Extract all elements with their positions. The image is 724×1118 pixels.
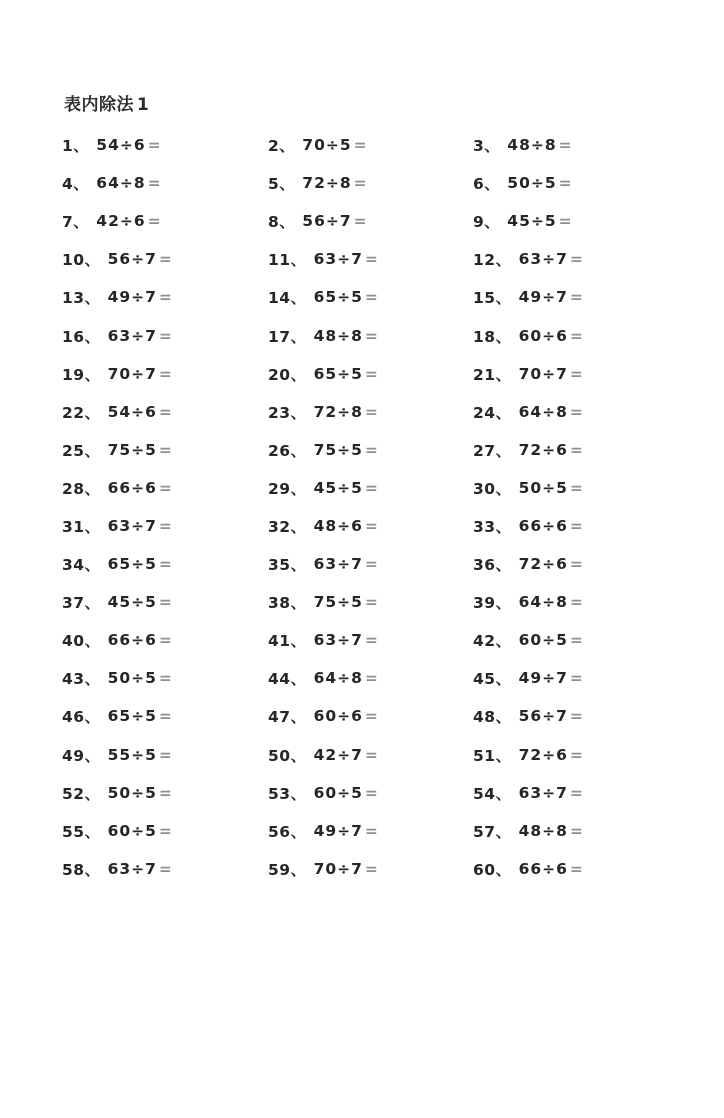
problem-expression: 48÷6 [313, 516, 363, 535]
problem-item [268, 858, 473, 880]
problem-expression: 63÷7 [107, 326, 157, 345]
problem-expression: 42÷7 [313, 745, 363, 764]
equals-sign: = [569, 707, 583, 726]
equals-sign: = [569, 783, 583, 802]
equals-sign: = [364, 821, 378, 840]
problem-expression: 70÷7 [107, 364, 157, 383]
problem-number: 28、 [62, 479, 101, 498]
problem-item [62, 172, 268, 194]
equals-sign: = [558, 212, 572, 231]
equals-sign: = [364, 783, 378, 802]
problem-expression: 49÷7 [518, 288, 568, 307]
problem-number: 31、 [62, 517, 101, 536]
equals-sign: = [569, 326, 583, 345]
problem-item [268, 629, 473, 651]
equals-sign: = [569, 631, 583, 650]
equals-sign: = [364, 859, 378, 878]
equals-sign: = [158, 821, 172, 840]
equals-sign: = [364, 707, 378, 726]
equals-sign: = [158, 402, 172, 421]
equals-sign: = [364, 326, 378, 345]
problem-expression: 65÷5 [313, 288, 363, 307]
problem-number: 25、 [62, 441, 101, 460]
problem-number: 37、 [62, 594, 101, 613]
equals-sign: = [569, 364, 583, 383]
problem-expression: 65÷5 [107, 555, 157, 574]
problem-number: 5、 [268, 175, 296, 194]
problem-expression: 56÷7 [107, 250, 157, 269]
problem-number: 39、 [473, 594, 512, 613]
equals-sign: = [158, 631, 172, 650]
problem-expression: 60÷6 [313, 707, 363, 726]
problem-expression: 48÷8 [518, 821, 568, 840]
problem-number: 29、 [268, 479, 307, 498]
problem-item [62, 667, 268, 689]
problem-item [473, 629, 724, 651]
problem-item [62, 134, 268, 156]
problem-item [473, 667, 724, 689]
problem-number: 12、 [473, 251, 512, 270]
problem-item [473, 820, 724, 842]
problem-expression: 63÷7 [107, 516, 157, 535]
equals-sign: = [569, 821, 583, 840]
problem-number: 44、 [268, 670, 307, 689]
problem-item [268, 286, 473, 308]
problem-expression: 64÷8 [313, 669, 363, 688]
problem-number: 4、 [62, 175, 90, 194]
problem-number: 14、 [268, 289, 307, 308]
problem-item [62, 286, 268, 308]
problem-number: 7、 [62, 213, 90, 232]
problem-item [473, 325, 724, 347]
equals-sign: = [353, 136, 367, 155]
problem-expression: 63÷7 [518, 250, 568, 269]
problem-number: 53、 [268, 784, 307, 803]
problem-expression: 72÷6 [518, 745, 568, 764]
equals-sign: = [158, 516, 172, 535]
equals-sign: = [569, 478, 583, 497]
problem-expression: 56÷7 [302, 212, 352, 231]
problem-expression: 54÷6 [107, 402, 157, 421]
problem-item [473, 553, 724, 575]
problem-number: 38、 [268, 594, 307, 613]
equals-sign: = [569, 516, 583, 535]
problem-item [62, 820, 268, 842]
problem-number: 23、 [268, 403, 307, 422]
worksheet-title-number: 1 [137, 95, 150, 115]
problem-number: 33、 [473, 517, 512, 536]
problem-item [62, 553, 268, 575]
problem-item [473, 248, 724, 270]
problem-item [62, 401, 268, 423]
problem-expression: 49÷7 [518, 669, 568, 688]
problem-number: 55、 [62, 822, 101, 841]
equals-sign: = [364, 745, 378, 764]
problem-item [268, 744, 473, 766]
equals-sign: = [158, 288, 172, 307]
problem-number: 48、 [473, 708, 512, 727]
problem-number: 2、 [268, 137, 296, 156]
equals-sign: = [364, 440, 378, 459]
problem-expression: 60÷5 [518, 631, 568, 650]
problem-expression: 72÷6 [518, 555, 568, 574]
problem-item [62, 439, 268, 461]
problem-number: 16、 [62, 327, 101, 346]
equals-sign: = [364, 555, 378, 574]
problem-item [473, 134, 724, 156]
problem-item [473, 515, 724, 537]
problem-number: 46、 [62, 708, 101, 727]
equals-sign: = [158, 478, 172, 497]
problem-number: 35、 [268, 556, 307, 575]
problem-expression: 70÷7 [313, 859, 363, 878]
equals-sign: = [364, 364, 378, 383]
equals-sign: = [569, 745, 583, 764]
problem-item [268, 363, 473, 385]
problem-item [268, 325, 473, 347]
equals-sign: = [364, 478, 378, 497]
equals-sign: = [569, 555, 583, 574]
problem-item [62, 782, 268, 804]
problem-expression: 70÷5 [302, 136, 352, 155]
equals-sign: = [147, 212, 161, 231]
problem-item [268, 439, 473, 461]
problem-item [268, 591, 473, 613]
equals-sign: = [147, 136, 161, 155]
equals-sign: = [158, 707, 172, 726]
problem-expression: 64÷8 [518, 402, 568, 421]
problem-item [473, 401, 724, 423]
problem-expression: 49÷7 [107, 288, 157, 307]
problem-item [268, 553, 473, 575]
equals-sign: = [158, 364, 172, 383]
equals-sign: = [569, 288, 583, 307]
problem-expression: 63÷7 [313, 555, 363, 574]
problem-item [473, 439, 724, 461]
equals-sign: = [364, 593, 378, 612]
problem-number: 1、 [62, 137, 90, 156]
equals-sign: = [158, 326, 172, 345]
problem-number: 57、 [473, 822, 512, 841]
problem-expression: 45÷5 [107, 593, 157, 612]
problem-expression: 65÷5 [313, 364, 363, 383]
problem-number: 60、 [473, 860, 512, 879]
problem-number: 32、 [268, 517, 307, 536]
problem-expression: 48÷8 [313, 326, 363, 345]
problem-item [473, 858, 724, 880]
problem-number: 8、 [268, 213, 296, 232]
problem-expression: 65÷5 [107, 707, 157, 726]
problem-item [473, 477, 724, 499]
problem-item [62, 744, 268, 766]
problem-expression: 72÷8 [313, 402, 363, 421]
worksheet-title [64, 94, 724, 116]
equals-sign: = [158, 783, 172, 802]
problem-expression: 49÷7 [313, 821, 363, 840]
problem-number: 45、 [473, 670, 512, 689]
equals-sign: = [558, 136, 572, 155]
problem-expression: 63÷7 [313, 250, 363, 269]
problem-item [473, 210, 724, 232]
problem-item [268, 667, 473, 689]
problem-number: 54、 [473, 784, 512, 803]
problem-expression: 54÷6 [96, 136, 146, 155]
problem-item [473, 363, 724, 385]
problem-number: 11、 [268, 251, 307, 270]
equals-sign: = [158, 745, 172, 764]
problem-number: 13、 [62, 289, 101, 308]
problem-expression: 66÷6 [107, 631, 157, 650]
equals-sign: = [569, 593, 583, 612]
problem-expression: 60÷5 [313, 783, 363, 802]
problem-expression: 50÷5 [518, 478, 568, 497]
problem-expression: 60÷5 [107, 821, 157, 840]
problem-expression: 63÷7 [313, 631, 363, 650]
equals-sign: = [353, 174, 367, 193]
problem-item [473, 744, 724, 766]
problem-number: 52、 [62, 784, 101, 803]
equals-sign: = [569, 250, 583, 269]
problem-expression: 56÷7 [518, 707, 568, 726]
problem-number: 36、 [473, 556, 512, 575]
equals-sign: = [147, 174, 161, 193]
equals-sign: = [364, 250, 378, 269]
problem-number: 6、 [473, 175, 501, 194]
problem-item [62, 210, 268, 232]
equals-sign: = [158, 555, 172, 574]
problem-number: 50、 [268, 746, 307, 765]
problem-number: 34、 [62, 556, 101, 575]
problem-item [268, 172, 473, 194]
problem-expression: 75÷5 [313, 440, 363, 459]
problem-expression: 75÷5 [107, 440, 157, 459]
problem-item [473, 705, 724, 727]
problem-expression: 45÷5 [507, 212, 557, 231]
problem-item [62, 629, 268, 651]
problem-expression: 63÷7 [107, 859, 157, 878]
equals-sign: = [353, 212, 367, 231]
problem-expression: 66÷6 [107, 478, 157, 497]
problem-number: 26、 [268, 441, 307, 460]
equals-sign: = [158, 593, 172, 612]
equals-sign: = [364, 669, 378, 688]
problem-item [268, 477, 473, 499]
problem-expression: 75÷5 [313, 593, 363, 612]
problem-item [62, 363, 268, 385]
problem-number: 21、 [473, 365, 512, 384]
equals-sign: = [364, 631, 378, 650]
problem-item [268, 248, 473, 270]
problem-item [268, 134, 473, 156]
problem-number: 24、 [473, 403, 512, 422]
problem-number: 43、 [62, 670, 101, 689]
problem-expression: 50÷5 [507, 174, 557, 193]
problem-expression: 72÷8 [302, 174, 352, 193]
problem-number: 51、 [473, 746, 512, 765]
problem-expression: 63÷7 [518, 783, 568, 802]
problem-number: 47、 [268, 708, 307, 727]
problem-expression: 70÷7 [518, 364, 568, 383]
problem-item [473, 782, 724, 804]
problem-number: 59、 [268, 860, 307, 879]
equals-sign: = [569, 859, 583, 878]
problem-expression: 66÷6 [518, 859, 568, 878]
problem-item [473, 172, 724, 194]
problem-number: 41、 [268, 632, 307, 651]
equals-sign: = [364, 516, 378, 535]
equals-sign: = [569, 440, 583, 459]
problem-item [62, 325, 268, 347]
equals-sign: = [158, 859, 172, 878]
problem-number: 58、 [62, 860, 101, 879]
problem-item [473, 591, 724, 613]
problem-item [62, 591, 268, 613]
equals-sign: = [569, 669, 583, 688]
problem-item [268, 401, 473, 423]
problem-item [473, 286, 724, 308]
problem-number: 15、 [473, 289, 512, 308]
problem-expression: 72÷6 [518, 440, 568, 459]
problem-item [268, 515, 473, 537]
problem-number: 49、 [62, 746, 101, 765]
equals-sign: = [158, 250, 172, 269]
problem-item [268, 705, 473, 727]
problem-expression: 45÷5 [313, 478, 363, 497]
problem-number: 42、 [473, 632, 512, 651]
problem-expression: 60÷6 [518, 326, 568, 345]
problem-number: 10、 [62, 251, 101, 270]
worksheet-title-text: 表内除法 [64, 95, 134, 115]
problem-expression: 50÷5 [107, 783, 157, 802]
problem-number: 27、 [473, 441, 512, 460]
problem-number: 3、 [473, 137, 501, 156]
problem-expression: 55÷5 [107, 745, 157, 764]
problem-grid [62, 126, 724, 888]
problem-number: 40、 [62, 632, 101, 651]
problem-expression: 42÷6 [96, 212, 146, 231]
problem-item [62, 477, 268, 499]
problem-number: 56、 [268, 822, 307, 841]
worksheet-page [0, 94, 724, 1118]
problem-item [268, 782, 473, 804]
problem-item [62, 515, 268, 537]
equals-sign: = [558, 174, 572, 193]
problem-number: 22、 [62, 403, 101, 422]
problem-number: 20、 [268, 365, 307, 384]
problem-expression: 50÷5 [107, 669, 157, 688]
problem-expression: 64÷8 [518, 593, 568, 612]
problem-number: 19、 [62, 365, 101, 384]
equals-sign: = [158, 440, 172, 459]
problem-item [62, 858, 268, 880]
equals-sign: = [569, 402, 583, 421]
problem-number: 18、 [473, 327, 512, 346]
problem-expression: 66÷6 [518, 516, 568, 535]
problem-number: 30、 [473, 479, 512, 498]
equals-sign: = [364, 402, 378, 421]
problem-expression: 64÷8 [96, 174, 146, 193]
equals-sign: = [364, 288, 378, 307]
problem-expression: 48÷8 [507, 136, 557, 155]
problem-item [268, 820, 473, 842]
equals-sign: = [158, 669, 172, 688]
problem-item [62, 248, 268, 270]
problem-item [268, 210, 473, 232]
problem-item [62, 705, 268, 727]
problem-number: 9、 [473, 213, 501, 232]
problem-number: 17、 [268, 327, 307, 346]
